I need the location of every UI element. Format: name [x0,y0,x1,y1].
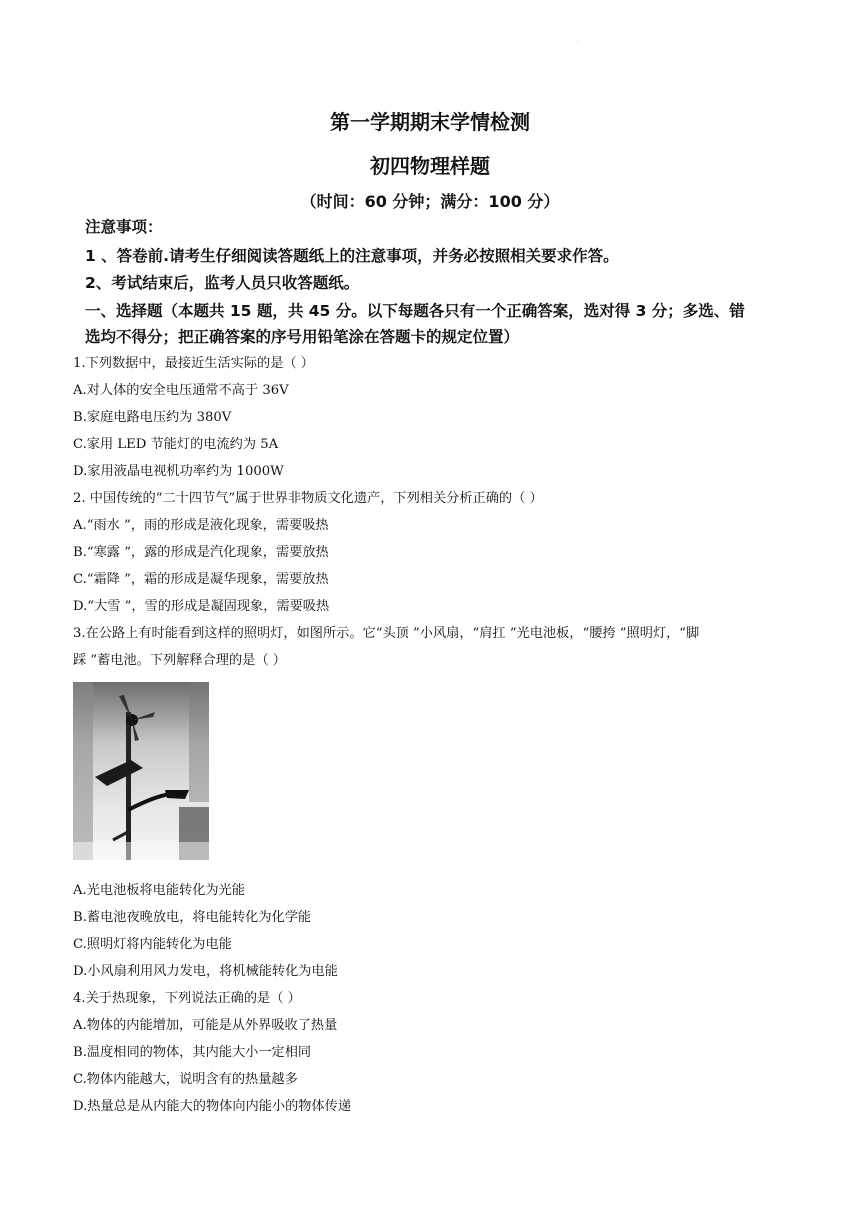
question-2-option-c: C.“霜降 ”，霜的形成是凝华现象，需要放热 [73,572,329,587]
question-1-option-c: C.家用 LED 节能灯的电流约为 5A [73,437,279,452]
question-4-option-d: D.热量总是从内能大的物体向内能小的物体传递 [73,1099,352,1114]
section-heading-line-2: 选均不得分；把正确答案的序号用铅笔涂在答题卡的规定位置） [85,328,520,346]
question-1-stem: 1.下列数据中，最接近生活实际的是（ ） [73,356,314,371]
question-3-stem-line-1: 3.在公路上有时能看到这样的照明灯，如图所示。它“头顶 ”小风扇，“肩扛 ”光电池板，“腰挎 ”照明灯，“脚 [73,626,700,641]
question-4-option-b: B.温度相同的物体，其内能大小一定相同 [73,1045,312,1060]
question-3-option-a: A.光电池板将电能转化为光能 [73,883,245,898]
exam-subtitle: 初四物理样题 [370,154,490,178]
scan-speck: · [577,38,579,45]
exam-info: （时间：60 分钟；满分：100 分） [300,192,560,211]
notice-item-1: 1 、答卷前.请考生仔细阅读答题纸上的注意事项，并务必按照相关要求作答。 [85,247,619,265]
question-3-option-d: D.小风扇利用风力发电，将机械能转化为电能 [73,964,338,979]
exam-title: 第一学期期末学情检测 [330,110,530,134]
street-lamp-photo [73,682,209,860]
question-1-option-a: A.对人体的安全电压通常不高于 36V [73,383,289,398]
question-4-stem: 4.关于热现象，下列说法正确的是（ ） [73,991,301,1006]
question-2-option-d: D.“大雪 ”，雪的形成是凝固现象，需要吸热 [73,599,330,614]
question-3-option-b: B.蓄电池夜晚放电，将电能转化为化学能 [73,910,312,925]
question-4-option-a: A.物体的内能增加，可能是从外界吸收了热量 [73,1018,338,1033]
notice-heading: 注意事项： [85,218,163,236]
notice-item-2: 2、考试结束后，监考人员只收答题纸。 [85,274,360,292]
section-heading-line-1: 一、选择题（本题共 15 题，共 45 分。以下每题各只有一个正确答案，选对得 3 分；多选、错 [85,302,745,320]
question-4-option-c: C.物体内能越大，说明含有的热量越多 [73,1072,298,1087]
question-2-stem: 2. 中国传统的“二十四节气”属于世界非物质文化遗产，下列相关分析正确的（ ） [73,491,543,506]
question-1-option-b: B.家庭电路电压约为 380V [73,410,232,425]
question-1-option-d: D.家用液晶电视机功率约为 1000W [73,464,284,479]
question-3-option-c: C.照明灯将内能转化为电能 [73,937,232,952]
question-2-option-b: B.“寒露 ”，露的形成是汽化现象，需要放热 [73,545,329,560]
question-2-option-a: A.“雨水 ”，雨的形成是液化现象，需要吸热 [73,518,329,533]
question-3-stem-line-2: 踩 ”蓄电池。下列解释合理的是（ ） [73,653,286,668]
